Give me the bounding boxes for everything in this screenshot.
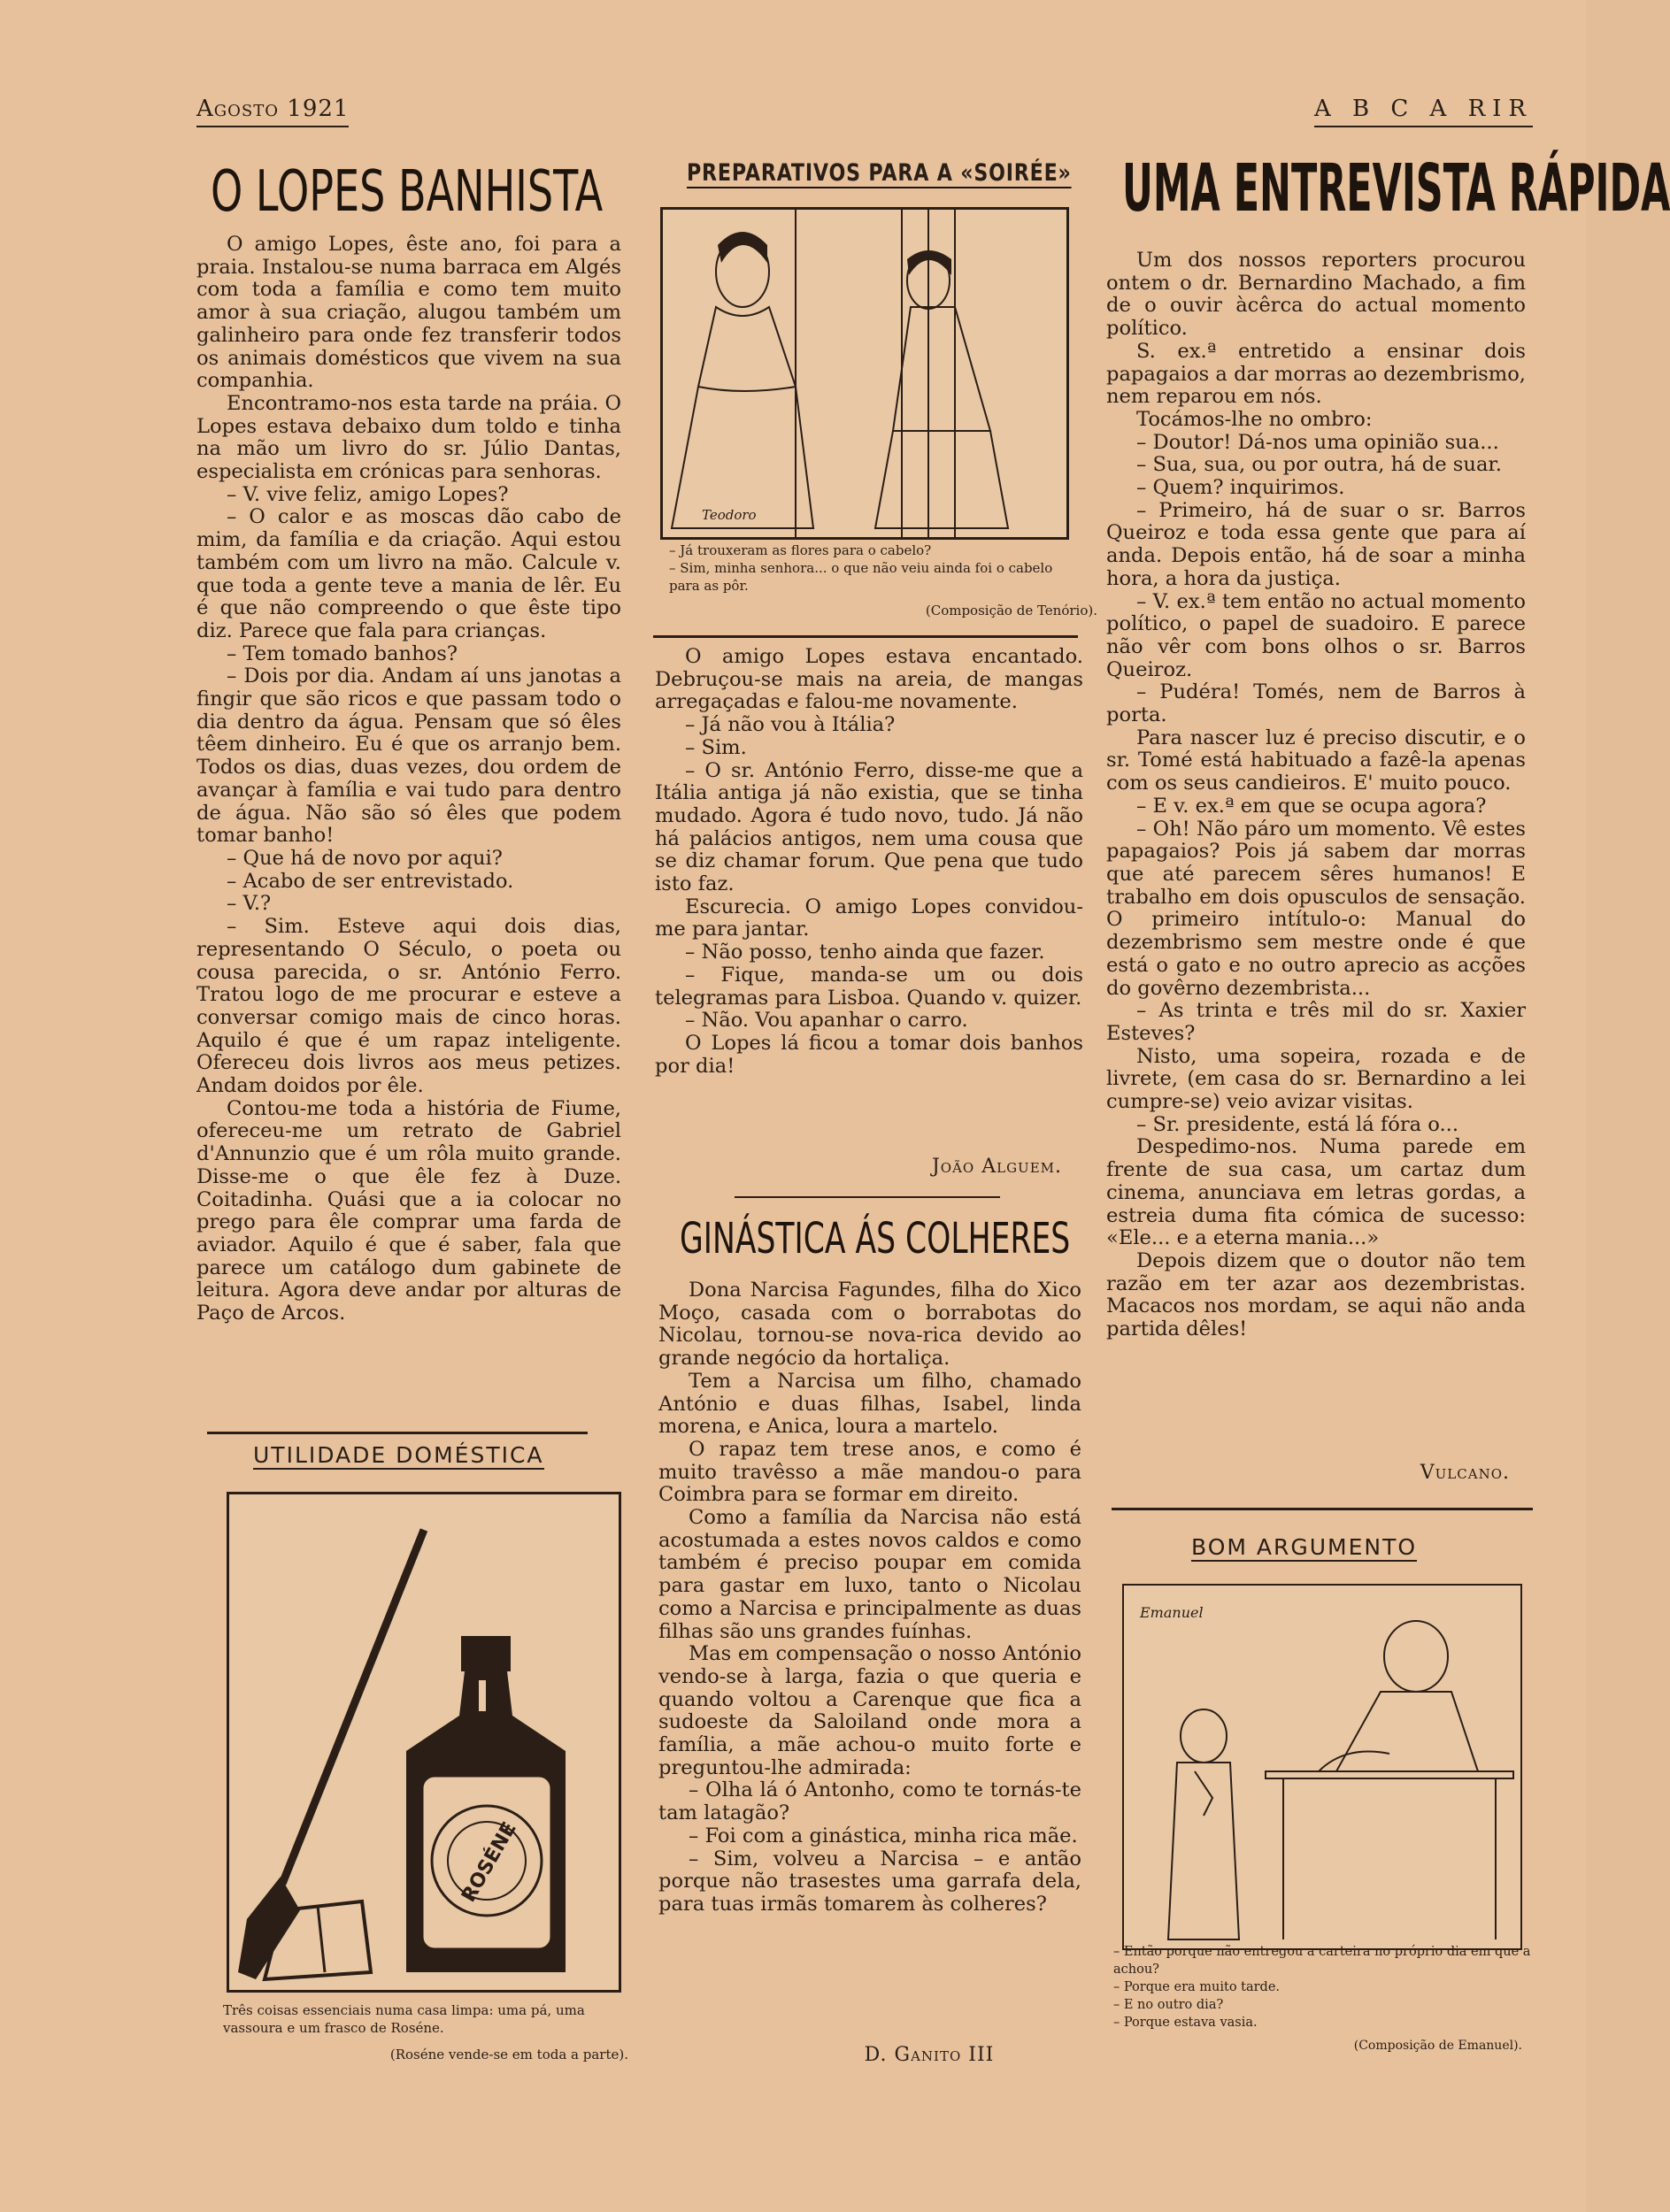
judge-bench (1266, 1771, 1513, 1778)
paragraph: – Acabo de ser entrevistado. (227, 869, 514, 893)
paragraph: – E v. ex.ª em que se ocupa agora? (1136, 794, 1487, 818)
article-body-lopes-continued (655, 646, 1083, 1078)
signature-ginastica: D. Ganito III (864, 2044, 995, 2066)
soiree-cartoon (660, 207, 1069, 540)
defendant-head (1181, 1709, 1227, 1763)
defendant-body (1168, 1763, 1239, 1939)
maid-body (893, 307, 990, 431)
section-title-argumento: BOM ARGUMENTO (1191, 1534, 1418, 1560)
article-body-ginastica (658, 1279, 1081, 1916)
issue-date: Agosto 1921 (196, 96, 349, 127)
label-brand: ROSÉNE (458, 1818, 521, 1907)
paragraph: Nisto, uma sopeira, rozada e de livrete, (em casa do sr. Bernardino a lei cumpre-se) veio avizar visitas. (1106, 1044, 1526, 1114)
judge-head (1384, 1621, 1448, 1692)
paragraph: – Não. Vou apanhar o carro. (685, 1009, 968, 1033)
paragraph: – Quem? inquirimos. (1136, 476, 1345, 500)
divider (207, 1432, 588, 1434)
paragraph: Para nascer luz é preciso discutir, e o sr. Tomé está habituado a fazê-la apenas com os seus candieiros. E' muito pouco. (1106, 726, 1526, 795)
caption-line: – E no outro dia? (1113, 1998, 1224, 2012)
paragraph: Um dos nossos reporters procurou ontem o dr. Bernardino Machado, a fim de o ouvir àcêrca do actual momento político. (1106, 249, 1526, 341)
defendant-tie (1195, 1771, 1212, 1816)
caption-line: – Porque era muito tarde. (1113, 1980, 1281, 1994)
signature-entrevista: Vulcano. (1420, 1462, 1510, 1484)
paragraph: – Doutor! Dá-nos uma opinião sua... (1136, 430, 1499, 454)
judge-body (1336, 1692, 1478, 1771)
article-body-entrevista (1106, 250, 1526, 1341)
paragraph: Despedimo-nos. Numa parede em frente de sua casa, um cartaz dum cinema, anunciava em letras gordas, a estreia duma fita cómica de sucesso: «Ele... e a eterna mania...» (1106, 1135, 1526, 1250)
paragraph: – V.? (227, 892, 272, 916)
argumento-cartoon (1122, 1584, 1522, 1950)
paragraph: – Sim. (685, 735, 747, 759)
paragraph: – V. vive feliz, amigo Lopes? (227, 482, 509, 506)
article-body-lopes (196, 234, 621, 1325)
cartoon-title-soiree: PREPARATIVOS PARA A «SOIRÉE» (687, 159, 1072, 187)
paragraph: Como a família da Narcisa não está acostumada a estes novos caldos e como também é preciso poupar em comida para gastar em luxo, tanto o Nicolau como a Narcisa e principalmente as duas filhas são uns grandes fuínhas. (658, 1506, 1081, 1643)
paragraph: Escurecia. O amigo Lopes convidou-me para jantar. (655, 895, 1083, 941)
caption-utilidade: Três coisas essenciais numa casa limpa: uma pá, uma vassoura e um frasco de Roséne. (223, 2002, 585, 2036)
caption-line: – Então porque não entregou a carteira no próprio dia em que a achou? (1113, 1945, 1531, 1977)
bottle-highlight (479, 1680, 486, 1711)
article-title-ginastica: GINÁSTICA ÁS COLHERES (680, 1214, 1071, 1263)
two-women-drawing (663, 210, 1066, 537)
paragraph: Depois dizem que o doutor não tem razão em ter azar aos dezembristas. Macacos nos mordam, se aqui não anda partida dêles! (1106, 1248, 1526, 1341)
paragraph: O amigo Lopes estava encantado. Debruçou-se mais na areia, de mangas arregaçadas e falou-me novamente. (655, 645, 1083, 714)
paragraph: – Pudéra! Tomés, nem de Barros à porta. (1106, 680, 1526, 727)
article-title-entrevista: UMA ENTREVISTA RÁPIDA (1122, 150, 1670, 227)
bottle-cap (461, 1636, 511, 1671)
paragraph: – Dois por dia. Andam aí uns janotas a fingir que são ricos e que passam todo o dia dentro da água. Pensam que só êles têem dinheiro. Eu é que os arranjo bem. Todos os dias, duas vezes, dou ordem de avançar à família e vai tudo para dentro de água. Não são só êles que podem tomar banho! (196, 664, 621, 848)
paragraph: – Oh! Não páro um momento. Vê estes papagaios? Pois já sabem dar morras que até parecem sêres humanos! E trabalho em dois opusculos de sensação. O primeiro intítulo-o: Manual do dezembrismo sem mestre onde é que está o gato e no outro aprecio as acções do govêrno dezembrista... (1106, 817, 1526, 1000)
paragraph: Tem a Narcisa um filho, chamado António e duas filhas, Isabel, linda morena, e Anica, loura a martelo. (658, 1369, 1081, 1439)
caption-line: – Porque estava vasia. (1113, 2016, 1258, 2030)
paragraph: – Fique, manda-se um ou dois telegramas para Lisboa. Quando v. quizer. (655, 963, 1083, 1010)
paragraph: O rapaz tem trese anos, e como é muito travêsso a mãe mandou-o para Coimbra para se formar em direito. (658, 1437, 1081, 1507)
paragraph: Encontramo-nos esta tarde na práia. O Lopes estava debaixo dum toldo e tinha na mão um livro do sr. Júlio Dantas, especialista em crónicas para senhoras. (196, 391, 621, 484)
rosene-illustration (227, 1492, 621, 1993)
ornament-divider (735, 1196, 1000, 1198)
woman-dress-top (698, 307, 796, 391)
artist-signature: Emanuel (1140, 1604, 1204, 1621)
paragraph: – Sim, volveu a Narcisa – e antão porque não trasestes uma garrafa dela, para tuas irmãs tomarem às colheres? (658, 1847, 1081, 1916)
paragraph: O amigo Lopes, êste ano, foi para a praia. Instalou-se numa barraca em Algés com toda a família e como tem muito amor à sua criação, alugou também um galinheiro para onde fez transferir todos os animais domésticos que vivem na sua companhia. (196, 233, 621, 393)
paragraph: – Sr. presidente, está lá fóra o... (1136, 1112, 1459, 1136)
article-title-lopes: O LOPES BANHISTA (211, 159, 604, 225)
divider (1112, 1508, 1533, 1510)
caption-line: – Sim, minha senhora... o que não veiu ainda foi o cabelo para as pôr. (669, 560, 1053, 594)
paragraph: Tocámos-lhe no ombro: (1136, 407, 1373, 431)
paragraph: – O sr. António Ferro, disse-me que a Itália antiga já não existia, que se tinha mudado. Agora é tudo novo, tudo. Já não há palácios antigos, nem uma cousa que se diz chamar forum. Que pena que tudo isto faz. (655, 758, 1083, 896)
paragraph: O Lopes lá ficou a tomar dois banhos por dia! (655, 1031, 1083, 1078)
section-title-utilidade: UTILIDADE DOMÉSTICA (253, 1442, 544, 1468)
dustpan-edge (318, 1906, 325, 1972)
paragraph: S. ex.ª entretido a ensinar dois papagaios a dar morras ao dezembrismo, nem reparou em nós. (1106, 339, 1526, 409)
judge-arm (1319, 1752, 1389, 1772)
broom-bottle-drawing (229, 1494, 619, 1990)
paragraph: Contou-me toda a história de Fiume, ofereceu-me um retrato de Gabriel d'Annunzio que é um rôla muito grande. Disse-me o que êle fez à Duze. Coitadinha. Quási que a ia colocar no prego para êle comprar uma farda de aviador. Aquilo é que é saber, fala que parece um catálogo dum gabinete de leitura. Agora deve andar por alturas de Paço de Arcos. (196, 1096, 621, 1325)
credit-utilidade: (Roséne vende-se em toda a parte). (389, 2047, 628, 2062)
broom-handle-shine (277, 1528, 419, 1882)
woman-hair (718, 232, 767, 263)
credit-soiree: (Composição de Tenório). (925, 603, 1097, 618)
caption-line: – Já trouxeram as flores para o cabelo? (669, 542, 932, 558)
artist-signature: Teodoro (702, 507, 757, 523)
paragraph: – V. ex.ª tem então no actual momento político, o papel de suadoiro. E parece não vêr com bons olhos o sr. Barros Queiroz. (1106, 589, 1526, 681)
paragraph: – Que há de novo por aqui? (227, 846, 503, 870)
paragraph: – Sua, sua, ou por outra, há de suar. (1136, 453, 1502, 477)
caption-soiree (669, 541, 1076, 595)
paragraph: – Primeiro, há de suar o sr. Barros Queiroz e toda essa gente que para aí anda. Depois então, há de soar a minha hora, a hora da justiça. (1106, 498, 1526, 590)
broom-handle (282, 1530, 424, 1884)
signature-lopes: João Alguem. (931, 1156, 1062, 1178)
maid-skirt (875, 431, 1008, 528)
paragraph: – As trinta e três mil do sr. Xaxier Esteves? (1106, 999, 1526, 1045)
divider (653, 635, 1078, 638)
paragraph: – Sim. Esteve aqui dois dias, representando O Século, o poeta ou cousa parecida, o sr. António Ferro. Tratou logo de me procurar e esteve a conversar comigo mais de cinco horas. Aquilo é que é um rapaz inteligente. Ofereceu dois livros aos meus petizes. Andam doidos por êle. (196, 915, 621, 1098)
magazine-title: A B C A RIR (1314, 96, 1533, 127)
paragraph: Dona Narcisa Fagundes, filha do Xico Moço, casada com o borrabotas do Nicolau, tornou-se nova-rica devido ao grande negócio da hortaliça. (658, 1279, 1081, 1371)
paragraph: – Foi com a ginástica, minha rica mãe. (689, 1824, 1078, 1847)
paragraph: – Já não vou à Itália? (685, 713, 896, 737)
paragraph: – Olha lá ó Antonho, como te tornás-te tam latagão? (658, 1778, 1081, 1825)
credit-argumento: (Composição de Emanuel). (1353, 2039, 1522, 2053)
caption-argumento (1113, 1943, 1543, 2032)
paragraph: – Não posso, tenho ainda que fazer. (685, 941, 1045, 964)
paragraph: – Tem tomado banhos? (227, 641, 458, 665)
judge-and-defendant-drawing (1124, 1586, 1520, 1948)
paragraph: Mas em compensação o nosso António vendo-se à larga, fazia o que queria e quando voltou a Carenque que fica a sudoeste da Saloiland onde mora a família, a mãe achou-o muito forte e preguntou-lhe admirada: (658, 1642, 1081, 1779)
paragraph: – O calor e as moscas dão cabo de mim, da família e da criação. Aqui estou também com um livro na mão. Calcule v. que toda a gente teve a mania de lêr. Eu é que não compreendo o que êste tipo diz. Parece que fala para crianças. (196, 505, 621, 642)
